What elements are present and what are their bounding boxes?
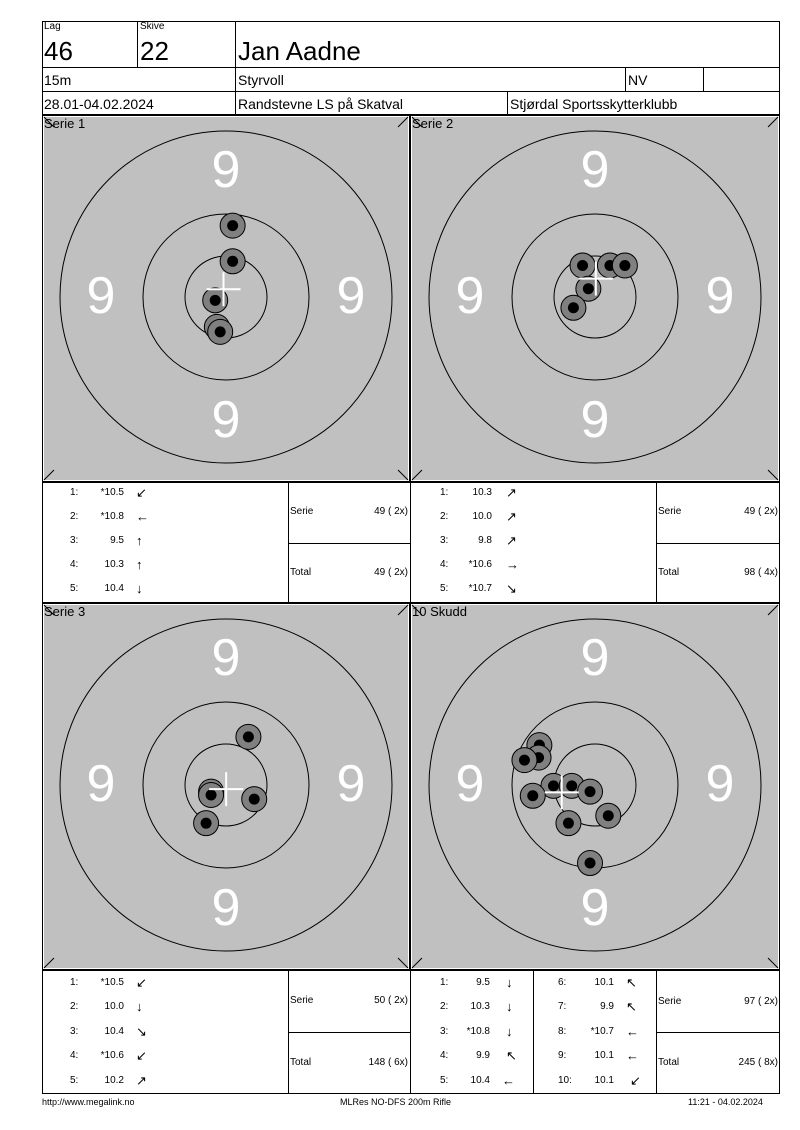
direction-arrow-icon: ↘ [506, 581, 517, 596]
skive-label: Skive [140, 21, 165, 32]
divider [507, 91, 508, 115]
ring-number: 9 [211, 391, 241, 449]
divider [42, 91, 780, 92]
shot-center [585, 858, 596, 869]
ring-number: 9 [580, 141, 610, 199]
direction-arrow-icon: ↑ [136, 557, 143, 572]
serie-label: Serie [290, 995, 314, 1006]
divider [533, 970, 534, 1094]
divider [288, 1032, 410, 1033]
direction-arrow-icon: → [506, 557, 519, 572]
total-label: Total [658, 567, 680, 578]
target-3 [42, 603, 410, 970]
shot-center [583, 283, 594, 294]
target-title: Serie 2 [412, 116, 454, 131]
direction-arrow-icon: ↓ [136, 581, 143, 596]
direction-arrow-icon: ← [502, 1073, 515, 1088]
direction-arrow-icon: ↗ [136, 1073, 147, 1088]
ring-number: 9 [455, 755, 485, 813]
lag-value: 46 [44, 36, 73, 66]
target-4 [410, 603, 780, 970]
ring-number: 9 [336, 755, 366, 813]
ring-number: 9 [580, 629, 610, 687]
direction-arrow-icon: ← [626, 1048, 639, 1063]
direction-arrow-icon: ↙ [136, 975, 147, 990]
direction-arrow-icon: ↙ [630, 1073, 641, 1088]
skive-value: 22 [140, 36, 169, 66]
ring-number: 9 [211, 141, 241, 199]
direction-arrow-icon: ↓ [506, 1024, 513, 1039]
direction-arrow-icon: ↗ [506, 509, 517, 524]
direction-arrow-icon: ↗ [506, 485, 517, 500]
shot-center [527, 790, 538, 801]
footer-program: MLRes NO-DFS 200m Rifle [340, 1097, 452, 1107]
shot-center [243, 731, 254, 742]
shot-center [603, 810, 614, 821]
footer-timestamp: 11:21 - 04.02.2024 [688, 1097, 763, 1107]
divider [42, 67, 780, 68]
shot-center [548, 780, 559, 791]
shot-center [227, 256, 238, 267]
ring-number: 9 [86, 755, 116, 813]
divider [703, 67, 704, 91]
total-label: Total [290, 567, 312, 578]
dates: 28.01-04.02.2024 [44, 96, 154, 112]
shot-center [585, 786, 596, 797]
shot-center [577, 260, 588, 271]
serie-label: Serie [290, 506, 314, 517]
ring-number: 9 [86, 267, 116, 325]
target-title: Serie 3 [44, 604, 86, 619]
target-title: 10 Skudd [412, 604, 467, 619]
shot-center [249, 794, 260, 805]
ring-number: 9 [705, 267, 735, 325]
total-label: Total [658, 1057, 680, 1068]
footer-url[interactable]: http://www.megalink.no [42, 1097, 135, 1107]
total-label: Total [290, 1057, 312, 1068]
distance: 15m [44, 72, 72, 88]
direction-arrow-icon: ↖ [626, 975, 637, 990]
serie-label: Serie [658, 506, 682, 517]
shooter-name: Jan Aadne [238, 36, 361, 66]
divider [656, 543, 780, 544]
shot-center [563, 818, 574, 829]
divider [137, 21, 138, 67]
ring-number: 9 [336, 267, 366, 325]
serie-value: 50 ( 2x) [374, 995, 408, 1006]
divider [625, 67, 626, 91]
direction-arrow-icon: ← [136, 509, 149, 524]
direction-arrow-icon: ↑ [136, 533, 143, 548]
ring-number: 9 [580, 879, 610, 937]
direction-arrow-icon: ↘ [136, 1024, 147, 1039]
total-value: 148 ( 6x) [368, 1057, 408, 1068]
target-1 [42, 115, 410, 482]
direction-arrow-icon: ↖ [506, 1048, 517, 1063]
ring-number: 9 [211, 629, 241, 687]
ring-number: 9 [211, 879, 241, 937]
serie-value: 49 ( 2x) [374, 506, 408, 517]
total-value: 245 ( 8x) [738, 1057, 778, 1068]
direction-arrow-icon: ↓ [506, 975, 513, 990]
direction-arrow-icon: ← [626, 1024, 639, 1039]
class: NV [628, 72, 648, 88]
direction-arrow-icon: ↙ [136, 1048, 147, 1063]
serie-value: 49 ( 2x) [744, 506, 778, 517]
direction-arrow-icon: ↓ [136, 999, 143, 1014]
shot-center [619, 260, 630, 271]
shot-center [568, 302, 579, 313]
direction-arrow-icon: ↓ [506, 999, 513, 1014]
divider [656, 1032, 780, 1033]
total-value: 98 ( 4x) [744, 567, 778, 578]
divider [235, 21, 236, 115]
shot-center [566, 780, 577, 791]
divider [288, 543, 410, 544]
shot-center [215, 326, 226, 337]
shot-center [210, 295, 221, 306]
target-2 [410, 115, 780, 482]
shot-center [201, 818, 212, 829]
lag-label: Lag [44, 21, 61, 32]
divider [410, 482, 411, 603]
shot-center [227, 220, 238, 231]
ring-number: 9 [705, 755, 735, 813]
direction-arrow-icon: ↙ [136, 485, 147, 500]
shot-center [206, 789, 217, 800]
ring-number: 9 [580, 391, 610, 449]
divider [410, 970, 411, 1094]
event: Randstevne LS på Skatval [238, 96, 403, 112]
direction-arrow-icon: ↗ [506, 533, 517, 548]
serie-value: 97 ( 2x) [744, 996, 778, 1007]
total-value: 49 ( 2x) [374, 567, 408, 578]
serie-label: Serie [658, 996, 682, 1007]
shot-center [519, 755, 530, 766]
ring-number: 9 [455, 267, 485, 325]
organizer: Stjørdal Sportsskytterklubb [510, 96, 678, 112]
club: Styrvoll [238, 72, 284, 88]
target-title: Serie 1 [44, 116, 86, 131]
direction-arrow-icon: ↖ [626, 999, 637, 1014]
